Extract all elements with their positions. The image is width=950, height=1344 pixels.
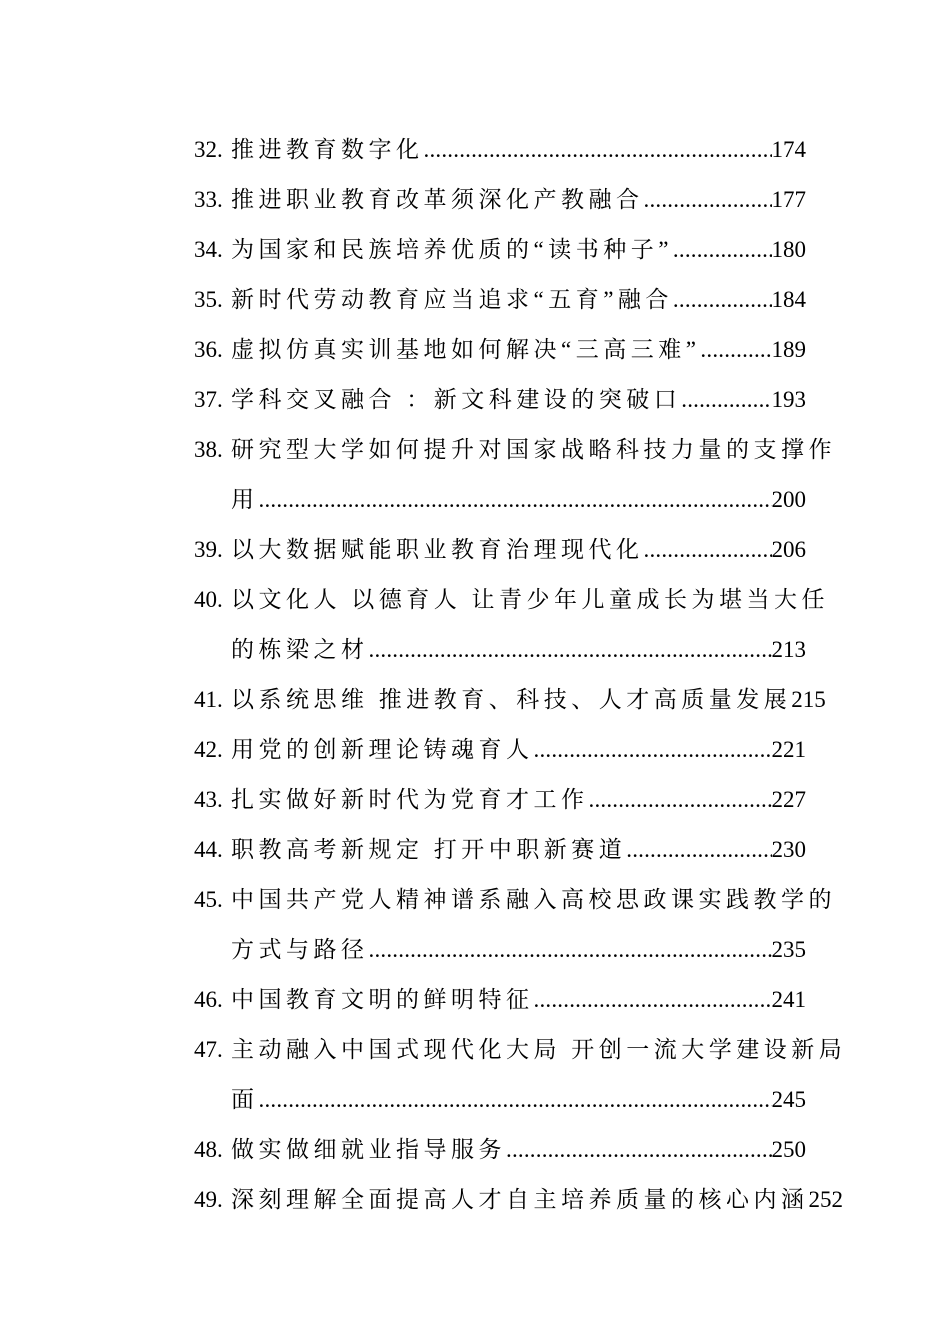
entry-title: 扎实做好新时代为党育才工作 (231, 787, 589, 812)
entry-page-number: 177 (771, 187, 806, 212)
entry-page-number: 227 (771, 787, 806, 812)
entry-number: 41. (194, 687, 223, 712)
entry-title: 深刻理解全面提高人才自主培养质量的核心内涵 (231, 1187, 809, 1212)
leader-dots (506, 1125, 772, 1175)
entry-page-number: 193 (771, 387, 806, 412)
toc-entry[interactable] (194, 1175, 843, 1225)
entry-number: 35. (194, 287, 223, 312)
leader-dots (534, 975, 772, 1025)
entry-number: 49. (194, 1187, 223, 1212)
entry-number: 32. (194, 137, 223, 162)
toc-entry[interactable] (194, 325, 806, 375)
entry-number: 43. (194, 787, 223, 812)
toc-entry[interactable] (194, 1025, 847, 1075)
entry-number: 44. (194, 837, 223, 862)
leader-dots (534, 725, 772, 775)
leader-dots (369, 625, 772, 675)
leader-dots (700, 325, 771, 375)
toc-entry-continuation[interactable] (194, 625, 806, 675)
entry-title: 虚拟仿真实训基地如何解决“三高三难” (231, 337, 701, 362)
entry-title-line2: 用 (231, 487, 259, 512)
entry-page-number: 206 (771, 537, 806, 562)
toc-entry[interactable] (194, 425, 836, 475)
entry-number: 34. (194, 237, 223, 262)
entry-title: 推进职业教育改革须深化产教融合 (231, 187, 644, 212)
entry-title-line1: 研究型大学如何提升对国家战略科技力量的支撑作 (231, 437, 836, 462)
entry-number: 46. (194, 987, 223, 1012)
entry-title-line2: 方式与路径 (231, 937, 369, 962)
entry-title: 中国教育文明的鲜明特征 (231, 987, 534, 1012)
entry-title: 推进教育数字化 (231, 137, 424, 162)
leader-dots (369, 925, 772, 975)
leader-dots (644, 175, 772, 225)
entry-number: 39. (194, 537, 223, 562)
toc-entry[interactable] (194, 275, 806, 325)
leader-dots (259, 1075, 772, 1125)
entry-number: 45. (194, 887, 223, 912)
entry-page-number: 241 (771, 987, 806, 1012)
entry-page-number: 174 (771, 137, 806, 162)
leader-dots (424, 125, 772, 175)
toc-entry[interactable] (194, 225, 806, 275)
entry-title: 学科交叉融合 ：新文科建设的突破口 (231, 387, 682, 412)
entry-title-line1: 中国共产党人精神谱系融入高校思政课实践教学的 (231, 887, 836, 912)
leader-dots (589, 775, 772, 825)
entry-page-number: 230 (771, 837, 806, 862)
leader-dots (673, 225, 772, 275)
toc-entry-continuation[interactable] (194, 475, 806, 525)
entry-title: 做实做细就业指导服务 (231, 1137, 506, 1162)
entry-title: 以系统思维 推进教育、科技、人才高质量发展 (231, 687, 792, 712)
entry-title: 用党的创新理论铸魂育人 (231, 737, 534, 762)
entry-number: 42. (194, 737, 223, 762)
leader-dots (673, 275, 772, 325)
entry-title-line2: 的栋梁之材 (231, 637, 369, 662)
toc-entry[interactable] (194, 375, 806, 425)
entry-page-number: 221 (771, 737, 806, 762)
entry-page-number: 250 (771, 1137, 806, 1162)
toc-entry-continuation[interactable] (194, 1075, 806, 1125)
entry-title-line1: 主动融入中国式现代化大局 开创一流大学建设新局 (231, 1037, 847, 1062)
toc-entry[interactable] (194, 525, 806, 575)
toc-entry[interactable] (194, 575, 829, 625)
entry-number: 33. (194, 187, 223, 212)
toc-entry[interactable] (194, 775, 806, 825)
entry-title: 新时代劳动教育应当追求“五育”融合 (231, 287, 673, 312)
entry-page-number: 213 (771, 637, 806, 662)
entry-title: 以大数据赋能职业教育治理现代化 (231, 537, 644, 562)
entry-page-number: 184 (771, 287, 806, 312)
entry-number: 48. (194, 1137, 223, 1162)
entry-page-number: 235 (771, 937, 806, 962)
toc-entry[interactable] (194, 975, 806, 1025)
entry-number: 37. (194, 387, 223, 412)
table-of-contents (194, 125, 847, 1225)
toc-entry[interactable] (194, 675, 826, 725)
entry-page-number: 215 (791, 687, 826, 712)
entry-page-number: 180 (771, 237, 806, 262)
entry-page-number: 200 (771, 487, 806, 512)
toc-entry[interactable] (194, 875, 836, 925)
toc-entry[interactable] (194, 175, 806, 225)
entry-page-number: 189 (771, 337, 806, 362)
toc-entry-continuation[interactable] (194, 925, 806, 975)
entry-title-line2: 面 (231, 1087, 259, 1112)
toc-entry[interactable] (194, 125, 806, 175)
toc-entry[interactable] (194, 1125, 806, 1175)
entry-title: 职教高考新规定 打开中职新赛道 (231, 837, 627, 862)
entry-number: 40. (194, 587, 223, 612)
entry-number: 36. (194, 337, 223, 362)
entry-page-number: 252 (808, 1187, 843, 1212)
leader-dots (681, 375, 771, 425)
leader-dots (626, 825, 771, 875)
leader-dots (644, 525, 772, 575)
entry-title: 为国家和民族培养优质的“读书种子” (231, 237, 673, 262)
entry-title-line1: 以文化人 以德育人 让青少年儿童成长为堪当大任 (231, 587, 829, 612)
entry-number: 47. (194, 1037, 223, 1062)
entry-page-number: 245 (771, 1087, 806, 1112)
leader-dots (259, 475, 772, 525)
toc-entry[interactable] (194, 825, 806, 875)
entry-number: 38. (194, 437, 223, 462)
toc-entry[interactable] (194, 725, 806, 775)
